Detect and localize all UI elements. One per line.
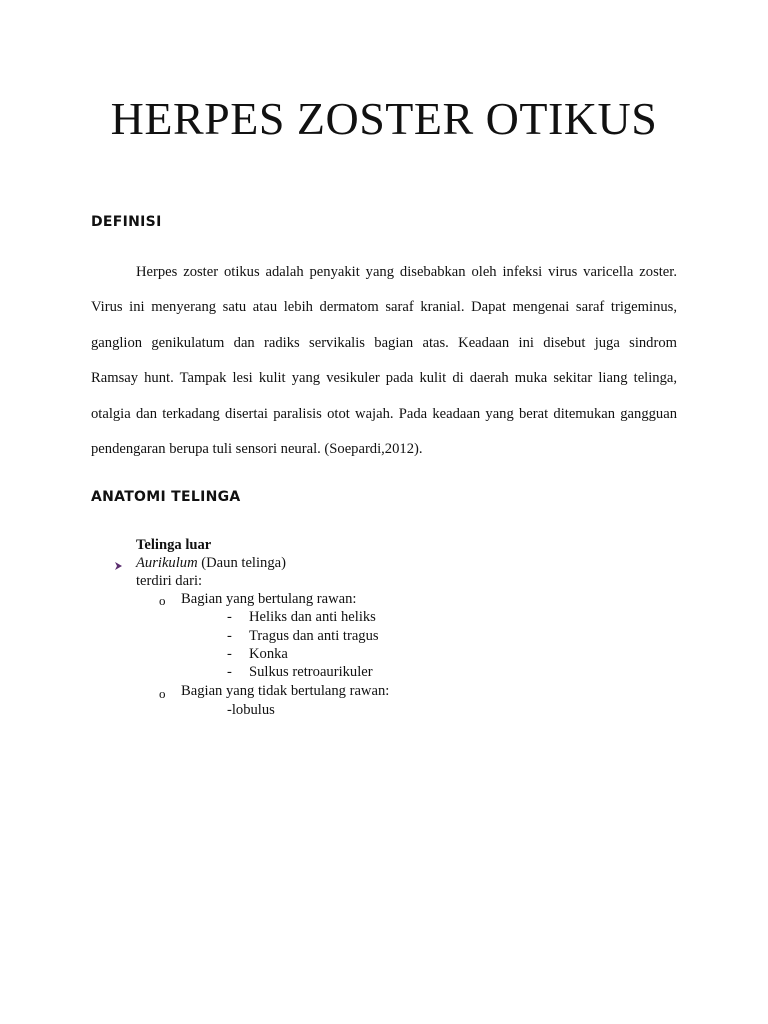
aurikulum-term: Aurikulum [136, 555, 198, 571]
list-subitem: Konka [249, 646, 288, 662]
dash-bullet: - [227, 609, 232, 625]
dash-bullet: - [227, 628, 232, 644]
document-title: HERPES ZOSTER OTIKUS [110, 93, 658, 144]
circle-bullet-icon: o [159, 686, 166, 701]
paragraph-line: ganglion genikulatum dan radiks servikalis bagian atas. Keadaan ini disebut juga sindrom [91, 335, 677, 351]
section-heading-anatomi: ANATOMI TELINGA [91, 489, 241, 505]
list-item-tidak-bertulang-rawan: Bagian yang tidak bertulang rawan: [181, 683, 390, 699]
list-subitem-lobulus: -lobulus [227, 702, 275, 718]
section-heading-definisi: DEFINISI [91, 214, 162, 230]
paragraph-line: Ramsay hunt. Tampak lesi kulit yang vesikuler pada kulit di daerah muka sekitar liang telinga, [91, 370, 677, 386]
subheading-telinga-luar: Telinga luar [136, 537, 212, 553]
dash-bullet: - [227, 646, 232, 662]
aurikulum-description: (Daun telinga) [197, 555, 286, 571]
dash-bullet: - [227, 664, 232, 680]
paragraph-line: otalgia dan terkadang disertai paralisis otot wajah. Pada keadaan yang berat ditemukan gangguan [91, 406, 677, 422]
circle-bullet-icon: o [159, 593, 166, 608]
terdiri-dari-label: terdiri dari: [136, 573, 203, 589]
paragraph-line: pendengaran berupa tuli sensori neural. (Soepardi,2012). [91, 441, 423, 457]
paragraph-line: Virus ini menyerang satu atau lebih dermatom saraf kranial. Dapat mengenai saraf trigeminus, [91, 299, 677, 315]
paragraph-line: Herpes zoster otikus adalah penyakit yang disebabkan oleh infeksi virus varicella zoster. [136, 264, 677, 280]
list-subitem: Tragus dan anti tragus [249, 628, 379, 644]
arrow-bullet-icon [113, 560, 123, 572]
list-subitem: Sulkus retroaurikuler [249, 664, 373, 680]
list-subitem: Heliks dan anti heliks [249, 609, 376, 625]
aurikulum-line [136, 555, 286, 572]
list-item-bertulang-rawan: Bagian yang bertulang rawan: [181, 591, 357, 607]
